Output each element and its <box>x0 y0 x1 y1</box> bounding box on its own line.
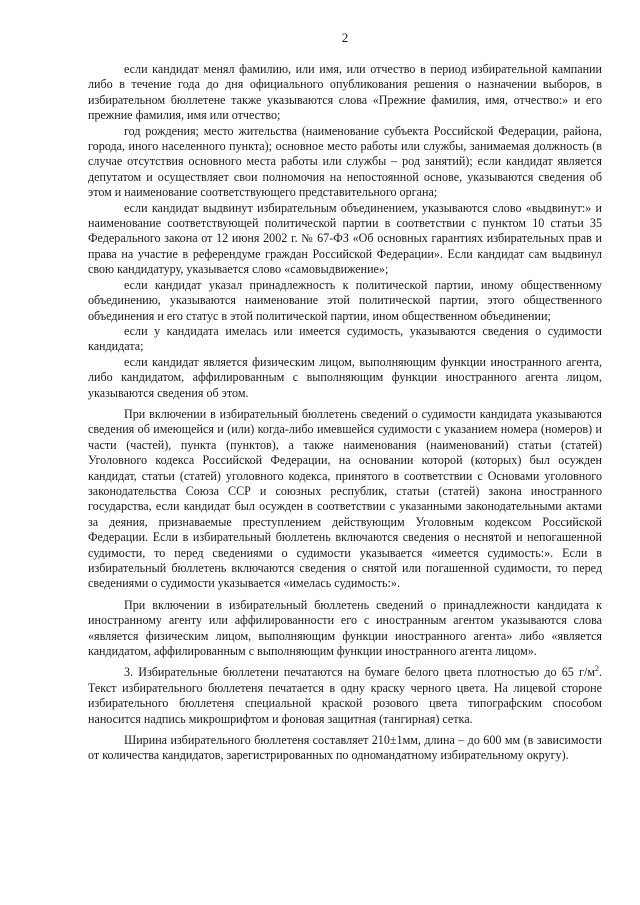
paragraph-ballot-size: Ширина избирательного бюллетеня составляет 210±1мм, длина – до 600 мм (в зависимости от количества кандидатов, зарегистрированных по одномандатному избирательному округу). <box>88 733 602 763</box>
paragraph-foreign-agent-details: При включении в избирательный бюллетень сведений о принадлежности кандидата к иностранному агенту или аффилированности его с иностранным агентом указываются слова «является физическим лицом, выполняющим функции иностранного агента» либо «является кандидатом, аффилированным с выполняющим функции иностранного агента лицом». <box>88 597 602 659</box>
paragraph-nomination: если кандидат выдвинут избирательным объединением, указываются слово «выдвинут:» и наименование соответствующей политической партии в соответствии с пунктом 10 статьи 35 Федерального закона от 12 июня 2002 г. № 67-ФЗ «Об основных гарантиях избирательных прав и права на участие в референдуме граждан Российской Федерации». Если кандидат сам выдвинул свою кандидатуру, указывается слово «самовыдвижение»; <box>88 200 602 277</box>
paragraph-former-names: если кандидат менял фамилию, или имя, или отчество в период избирательной кампании либо в течение года до дня официального опубликования решения о назначении выборов, в избирательном бюллетене также указываются слова «Прежние фамилия, имя, отчество:» и его прежние фамилия, имя или отчество; <box>88 62 602 123</box>
paragraph-party-affiliation: если кандидат указал принадлежность к политической партии, иному общественному объединению, указываются наименование этой политической партии, этого общественного объединения и его статус в этой политической партии, ином общественном объединении; <box>88 277 602 323</box>
paragraph-birth-residence: год рождения; место жительства (наименование субъекта Российской Федерации, района, города, иного населенного пункта); основное место работы или службы, занимаемая должность (в случае отсутствия основного места работы или службы – род занятий); если кандидат является депутатом и осуществляет свои полномочия на непостоянной основе, указываются сведения об этом и наименование соответствующего представительного органа; <box>88 123 602 200</box>
document-page <box>88 30 602 890</box>
paragraph-foreign-agent: если кандидат является физическим лицом, выполняющим функции иностранного агента, либо кандидатом, аффилированным с выполняющим функции иностранного агента лицом, указываются сведения об этом. <box>88 354 602 400</box>
density-superscript: 2 <box>594 664 599 674</box>
density-text-after: . Текст избирательного бюллетеня печатается в одну краску черного цвета. На лицевой стороне избирательного бюллетеня специальной краской розового цвета типографским способом наносится надпись микрошрифтом и фоновая защитная (тангирная) сетка. <box>88 665 602 726</box>
page-number: 2 <box>341 30 349 45</box>
paragraph-criminal-record-details: При включении в избирательный бюллетень сведений о судимости кандидата указываются сведения об имеющейся и (или) когда-либо имевшейся судимости с указанием номера (номеров) и части (частей), пункта (пунктов), а также наименования (наименований) статьи (статей) Уголовного кодекса Российской Федерации, на основании которой (которых) был осужден кандидат, статьи (статей) уголовного кодекса, принятого в соответствии с Основами уголовного законодательства Союза ССР и союзных республик, статьи (статей) закона иностранного государства, если кандидат был осужден в соответствии с указанными законодательными актами за деяния, признаваемые преступлением действующим Уголовным кодексом Российской Федерации. Если в избирательный бюллетень включаются сведения о неснятой и непогашенной судимости, то перед сведениями о судимости указывается «имеется судимость:». Если в избирательный бюллетень включаются сведения о снятой или погашенной судимости, то перед сведениями о судимости указывается «имелась судимость:». <box>88 406 602 591</box>
paragraph-criminal-record: если у кандидата имелась или имеется судимость, указываются сведения о судимости кандидата; <box>88 323 602 354</box>
density-text-before: 3. Избирательные бюллетени печатаются на бумаге белого цвета плотностью до 65 г/м <box>124 665 595 680</box>
paragraph-paper-density <box>88 665 602 727</box>
